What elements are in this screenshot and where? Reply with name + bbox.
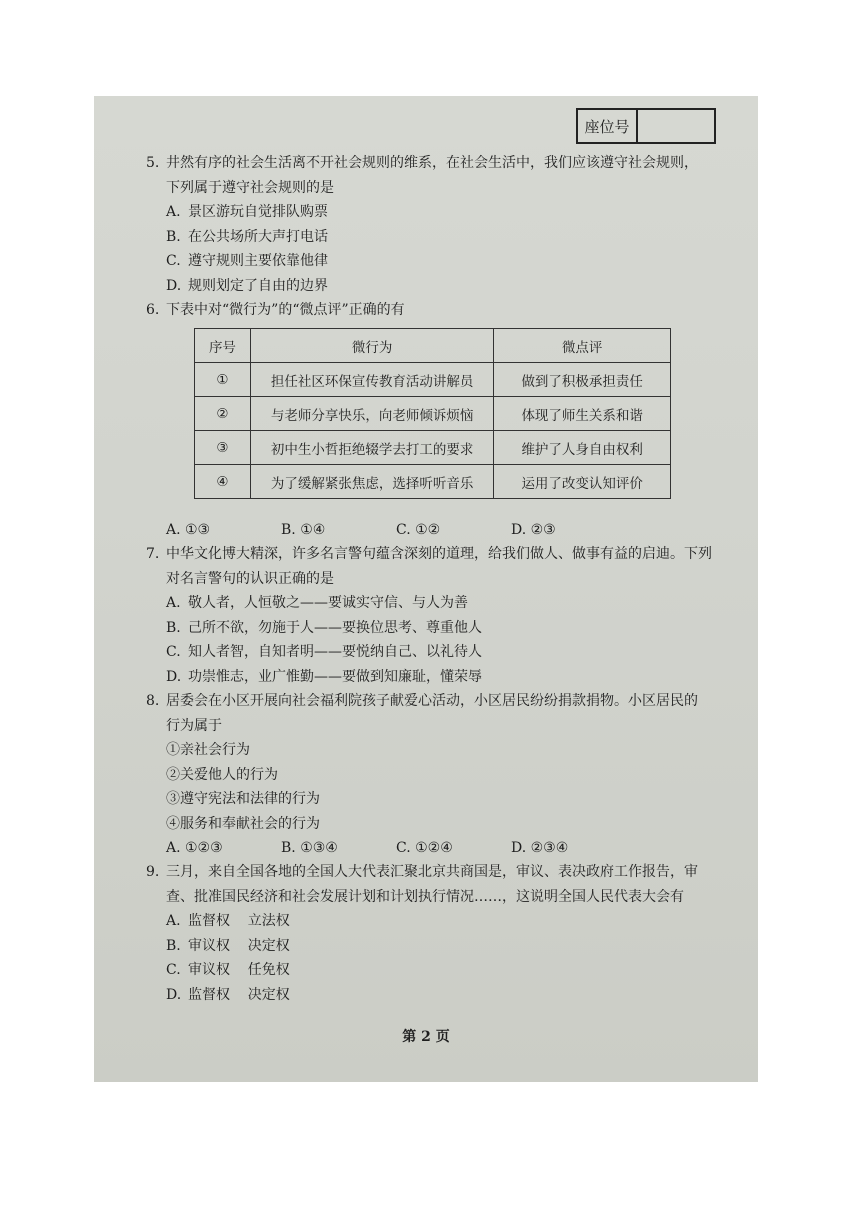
table-header-row: [195, 329, 671, 363]
table-cell: 体现了师生关系和谐: [494, 397, 671, 431]
option-d[interactable]: D. ②③④: [511, 840, 569, 856]
question-6-options: [166, 518, 726, 543]
seat-number-field[interactable]: [638, 110, 714, 142]
question-stem-line: 下列属于遵守社会规则的是: [166, 179, 334, 196]
option-b[interactable]: B. ①④: [281, 522, 326, 538]
question-8: [146, 689, 726, 861]
question-7: [146, 542, 726, 689]
table-header: 微行为: [250, 329, 493, 363]
table-header: 微点评: [494, 329, 671, 363]
question-5: [146, 151, 726, 298]
option-d[interactable]: D. 功崇惟志，业广惟勤——要做到知廉耻，懂荣辱: [166, 668, 482, 685]
option-a[interactable]: A. 监督权 立法权: [166, 913, 290, 929]
option-c[interactable]: C. 遵守规则主要依靠他律: [166, 253, 328, 269]
table-cell: ①: [195, 363, 251, 397]
seat-number-label: 座位号: [578, 110, 638, 142]
question-number: 6.: [146, 302, 160, 318]
question-number: 7.: [146, 546, 160, 562]
exam-page: [94, 96, 758, 1082]
table-cell: 做到了积极承担责任: [494, 363, 671, 397]
option-c[interactable]: C. ①②④: [396, 840, 453, 856]
option-b[interactable]: B. 己所不欲，勿施于人——要换位思考、尊重他人: [166, 619, 482, 636]
statement-item: ③遵守宪法和法律的行为: [166, 791, 320, 807]
option-d[interactable]: D. ②③: [511, 522, 556, 538]
table-cell: 维护了人身自由权利: [494, 431, 671, 465]
question-stem-line: 居委会在小区开展向社会福利院孩子献爱心活动，小区居民纷纷捐款捐物。小区居民的: [166, 693, 698, 709]
question-stem-line: 对名言警句的认识正确的是: [166, 570, 334, 587]
option-d[interactable]: D. 监督权 决定权: [166, 986, 290, 1003]
question-6: [146, 298, 726, 323]
question-number: 9.: [146, 864, 160, 880]
question-number: 8.: [146, 693, 160, 709]
table-row: [195, 431, 671, 465]
option-b[interactable]: B. 在公共场所大声打电话: [166, 228, 328, 245]
option-a[interactable]: A. ①②③: [166, 840, 223, 856]
table-header: 序号: [195, 329, 251, 363]
table-cell: 初中生小哲拒绝辍学去打工的要求: [250, 431, 493, 465]
table-row: [195, 363, 671, 397]
table-cell: 与老师分享快乐，向老师倾诉烦恼: [250, 397, 493, 431]
table-cell: ③: [195, 431, 251, 465]
question-stem-line: 下表中对“微行为”的“微点评”正确的有: [166, 302, 405, 318]
table-cell: 担任社区环保宣传教育活动讲解员: [250, 363, 493, 397]
statement-item: ①亲社会行为: [166, 742, 250, 758]
table-cell: ②: [195, 397, 251, 431]
option-c[interactable]: C. ①②: [396, 522, 441, 538]
option-d[interactable]: D. 规则划定了自由的边界: [166, 277, 328, 294]
option-c[interactable]: C. 审议权 任免权: [166, 962, 290, 978]
table-cell: 运用了改变认知评价: [494, 465, 671, 499]
table-cell: ④: [195, 465, 251, 499]
question-9: [146, 860, 726, 1007]
question-stem-line: 中华文化博大精深，许多名言警句蕴含深刻的道理，给我们做人、做事有益的启迪。下列: [166, 546, 712, 562]
option-a[interactable]: A. ①③: [166, 522, 211, 538]
option-a[interactable]: A. 敬人者，人恒敬之——要诚实守信、与人为善: [166, 595, 468, 611]
table-cell: 为了缓解紧张焦虑，选择听听音乐: [250, 465, 493, 499]
statement-item: ②关爱他人的行为: [166, 766, 278, 783]
option-c[interactable]: C. 知人者智，自知者明——要悦纳自己、以礼待人: [166, 644, 482, 660]
seat-number-box: [576, 108, 716, 144]
option-b[interactable]: B. 审议权 决定权: [166, 937, 290, 954]
question-stem-line: 三月，来自全国各地的全国人大代表汇聚北京共商国是，审议、表决政府工作报告，审: [166, 864, 698, 880]
page-number: 第 2 页: [402, 1029, 450, 1045]
option-a[interactable]: A. 景区游玩自觉排队购票: [166, 204, 328, 220]
question-stem-line: 行为属于: [166, 717, 222, 734]
question-stem-line: 查、批准国民经济和社会发展计划和计划执行情况……，这说明全国人民代表大会有: [166, 888, 684, 905]
table-row: [195, 397, 671, 431]
table-row: [195, 465, 671, 499]
option-b[interactable]: B. ①③④: [281, 840, 338, 856]
question-number: 5.: [146, 155, 160, 171]
statement-item: ④服务和奉献社会的行为: [166, 815, 320, 832]
question-stem-line: 井然有序的社会生活离不开社会规则的维系，在社会生活中，我们应该遵守社会规则，: [166, 155, 698, 171]
behavior-table: [194, 328, 671, 499]
